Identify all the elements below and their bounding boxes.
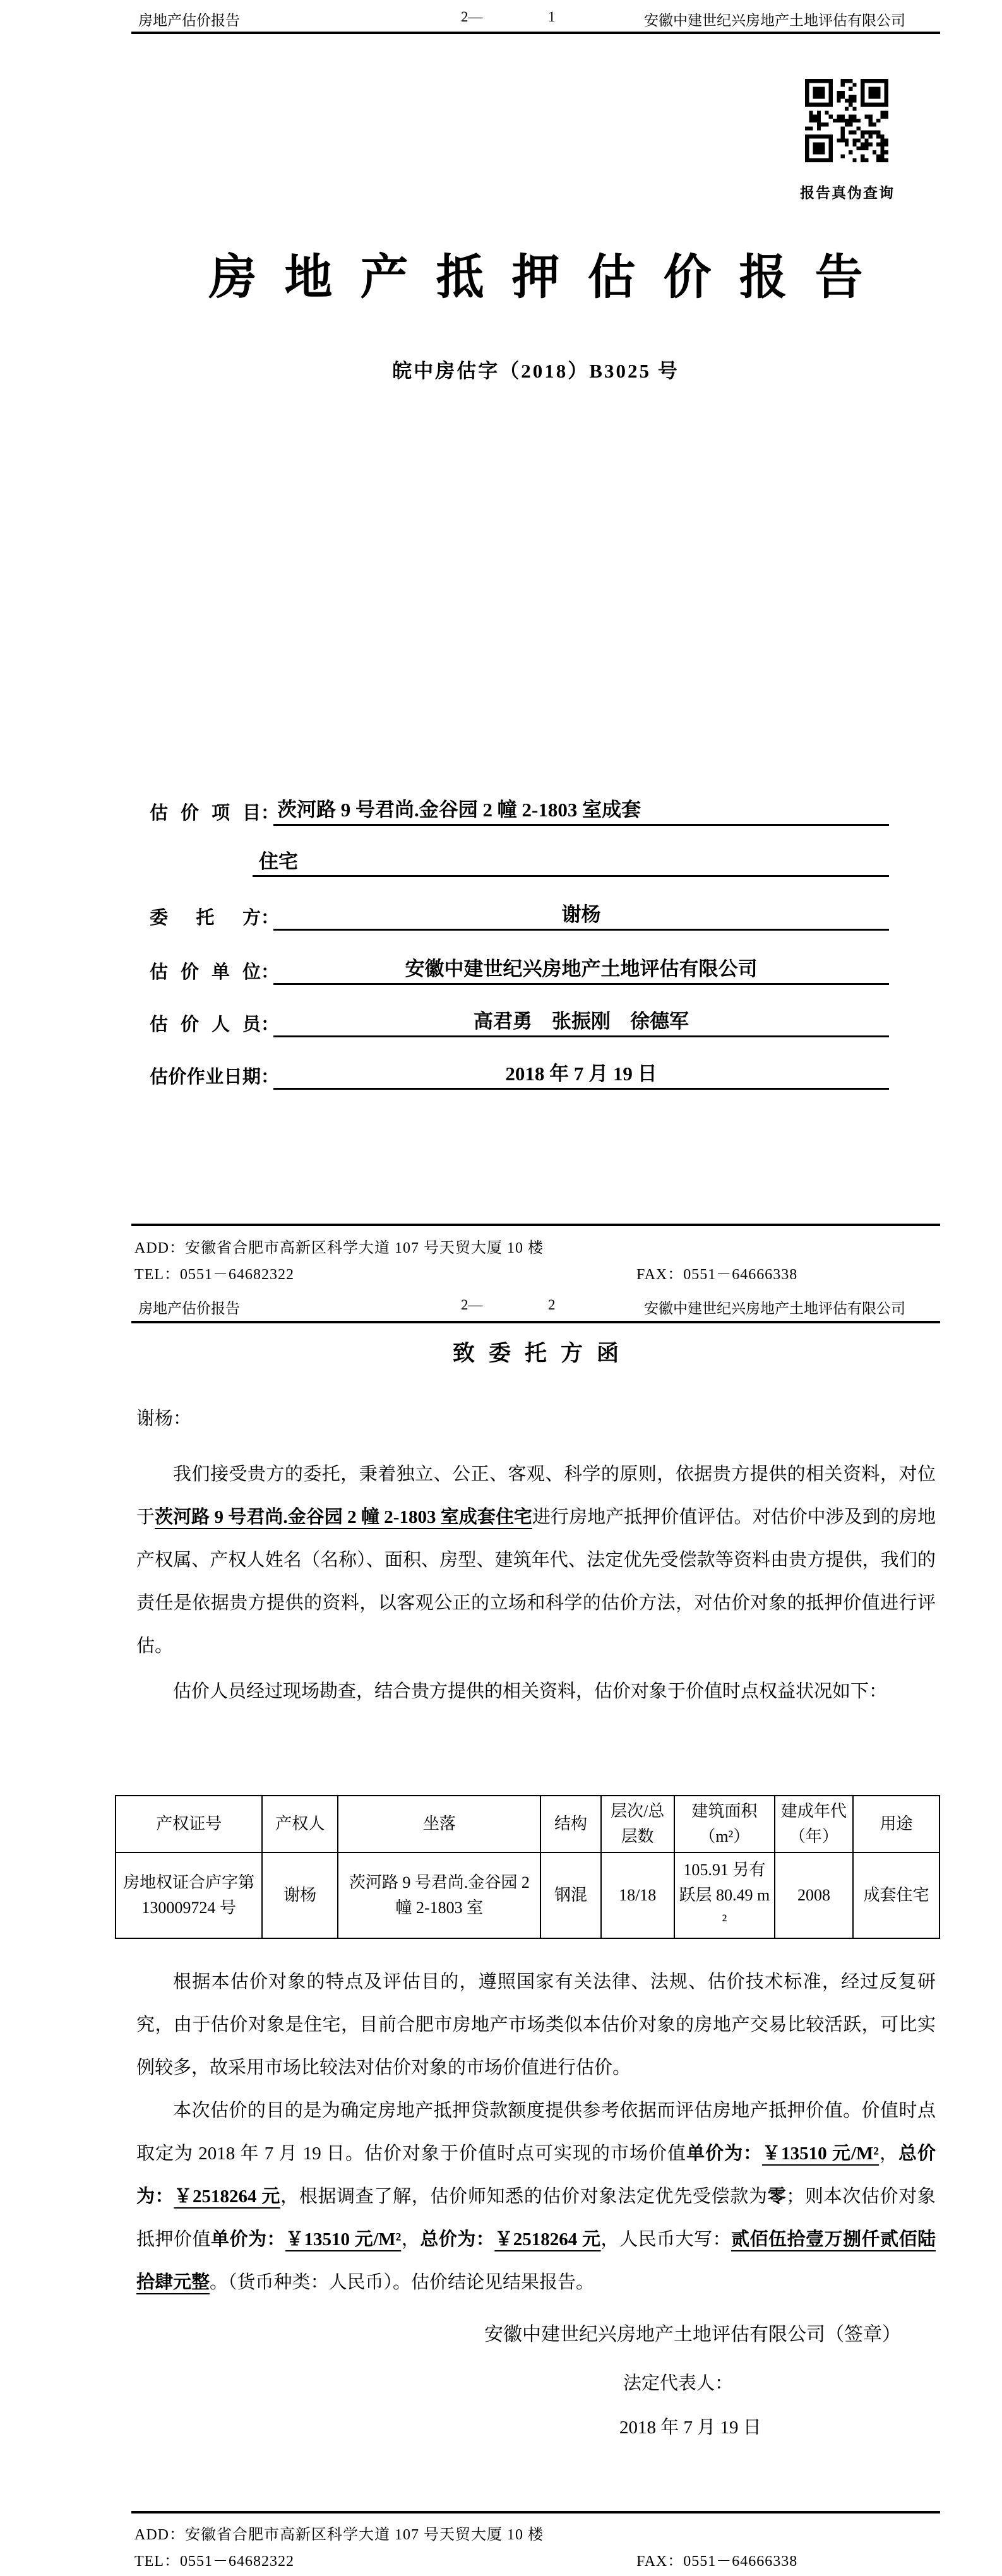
colon: ： [261,1015,280,1035]
colon: ： [261,962,280,982]
text-segment: ，人民币大写： [600,2229,732,2250]
property-rights-table [115,1795,940,1939]
date-value: 2018 年 7 月 19 日 [273,1060,889,1090]
project-label: 估价项目 [150,803,261,823]
unit-price-label: 单价为： [686,2144,763,2164]
unit-price-value: ￥13510 元/M² [762,2144,879,2164]
header-volume: 2— [461,9,483,25]
document-number: 皖中房估字（2018）B3025 号 [392,360,679,382]
mortgage-total-price-label: 总价为： [420,2229,495,2250]
signature-date: 2018 年 7 月 19 日 [619,2418,761,2438]
text-segment: 进行房地产抵押价值评估。对估价中涉及到的房地产权属、产权人姓名（名称）、面积、房型、建筑年代、法定优先受偿款等资料由贵方提供，我们的责任是依据贵方提供的资料，以客观公正的立场和科学的估价方法，对估价对象的抵押价值进行评估。 [136,1507,936,1656]
table-header-cell: 产权证号 [116,1796,262,1852]
zero-emphasis: 零 [767,2186,787,2207]
colon: ： [261,908,280,928]
letter-title: 致委托方函 [452,1341,633,1366]
appraisers-label: 估价人员 [150,1015,261,1035]
total-price-value: ￥2518264 元 [174,2186,281,2207]
page1-running-header [131,9,940,30]
footer-fax: FAX：0551－64666338 [636,1267,798,1283]
header-rule [131,32,940,34]
text-segment: 本次估价的目的是为确定房地产抵押贷款额度提供参考依据而评估房地产抵押价值。价值时点取定为 2018 年 7 月 19 日。估价对象于价值时点可实现的市场价值 [136,2101,936,2164]
text-segment: ；则本次估价对象抵押价值 [136,2186,936,2250]
paragraph-commission [136,1453,936,1667]
client-value: 谢杨 [273,901,889,931]
text-segment: ， [878,2144,898,2164]
page2-running-header [131,1297,940,1318]
header-doc-type: 房地产估价报告 [138,13,240,28]
amount-in-words: 贰佰伍拾壹万捌仟贰佰陆拾肆元整 [136,2229,936,2293]
table-cell-structure: 钢混 [540,1852,600,1938]
form-row-appraisers [150,1008,889,1037]
agency-label: 估价单位 [150,962,261,982]
header-page-number: 2 [548,1297,556,1313]
colon: ： [261,1067,280,1087]
form-row-client [150,902,889,931]
table-header-cell: 用途 [853,1796,939,1852]
table-header-cell: 层次/总层数 [601,1796,674,1852]
header-page-number: 1 [548,9,556,25]
header-volume: 2— [461,1297,483,1313]
table-header-cell: 建成年代（年） [775,1796,853,1852]
paragraph-method: 根据本估价对象的特点及评估目的，遵照国家有关法律、法规、估价技术标准，经过反复研究，由于估价对象是住宅，目前合肥市房地产市场类似本估价对象的房地产交易比较活跃，可比实例较多，故采用市场比较法对估价对象的市场价值进行估价。 [136,1972,936,2078]
mortgage-unit-price-label: 单价为： [210,2229,285,2250]
qr-code-image [805,79,888,162]
project-value-line1: 茨河路 9 号君尚.金谷园 2 幢 2-1803 室成套 [273,796,889,826]
signature-legal-representative: 法定代表人： [623,2373,734,2394]
table-header-row [116,1796,939,1852]
mortgage-total-price-value: ￥2518264 元 [494,2229,601,2250]
header-rule [131,1321,940,1323]
report-title: 房地产抵押估价报告 [208,251,891,304]
agency-value: 安徽中建世纪兴房地产土地评估有限公司 [273,955,889,985]
header-doc-type: 房地产估价报告 [138,1301,240,1316]
text-segment: 。（货币种类：人民币）。估价结论见结果报告。 [210,2272,595,2293]
header-company-name: 安徽中建世纪兴房地产土地评估有限公司 [644,13,905,28]
table-row [116,1852,939,1938]
table-header-cell: 建筑面积（m²） [674,1796,775,1852]
salutation: 谢杨： [136,1409,192,1429]
table-header-cell: 坐落 [338,1796,540,1852]
client-label: 委托方 [150,908,261,928]
table-cell-owner: 谢杨 [262,1852,338,1938]
subject-property-emphasis: 茨河路 9 号君尚.金谷园 2 幢 2-1803 室成套住宅 [155,1507,532,1527]
footer-telephone: TEL：0551－64682322 [134,1267,294,1283]
table-cell-use: 成套住宅 [853,1852,939,1938]
appraisers-value: 高君勇 张振刚 徐德军 [273,1008,889,1037]
footer-address: ADD：安徽省合肥市高新区科学大道 107 号天贸大厦 10 楼 [134,2527,544,2543]
paragraph-valuation [136,2089,936,2304]
table-cell-floor: 18/18 [601,1852,674,1938]
table-cell-certificate: 房地权证合庐字第 130009724 号 [116,1852,262,1938]
colon: ： [261,803,280,823]
header-company-name: 安徽中建世纪兴房地产土地评估有限公司 [644,1301,905,1316]
table-header-cell: 结构 [540,1796,600,1852]
project-value-line2: 住宅 [253,848,889,877]
total-price-label: 总价为： [136,2144,936,2207]
footer-rule [131,1224,940,1226]
text-segment: ， [401,2229,420,2250]
qr-code [805,79,888,162]
table-cell-area: 105.91 另有跃层 80.49 m² [674,1852,775,1938]
table-header-cell: 产权人 [262,1796,338,1852]
mortgage-unit-price-value: ￥13510 元/M² [285,2229,402,2250]
signature-company: 安徽中建世纪兴房地产土地评估有限公司（签章） [484,2324,901,2345]
form-row-project [150,797,889,826]
footer-fax: FAX：0551－64666338 [636,2553,798,2570]
footer-rule [131,2511,940,2513]
date-label: 估价作业日期 [150,1067,261,1087]
table-cell-year: 2008 [775,1852,853,1938]
form-row-agency [150,956,889,985]
qr-caption: 报告真伪查询 [800,185,895,201]
text-segment: ，根据调查了解，估价师知悉的估价对象法定优先受偿款为 [280,2186,768,2207]
footer-address: ADD：安徽省合肥市高新区科学大道 107 号天贸大厦 10 楼 [134,1240,544,1256]
paragraph-survey: 估价人员经过现场勘查，结合贵方提供的相关资料，估价对象于价值时点权益状况如下： [173,1681,888,1702]
text-segment: 我们接受贵方的委托，秉着独立、公正、客观、科学的原则，依据贵方提供的相关资料，对位于 [136,1464,936,1527]
footer-telephone: TEL：0551－64682322 [134,2553,294,2570]
table-cell-location: 茨河路 9 号君尚.金谷园 2 幢 2-1803 室 [338,1852,540,1938]
form-row-date [150,1061,889,1090]
